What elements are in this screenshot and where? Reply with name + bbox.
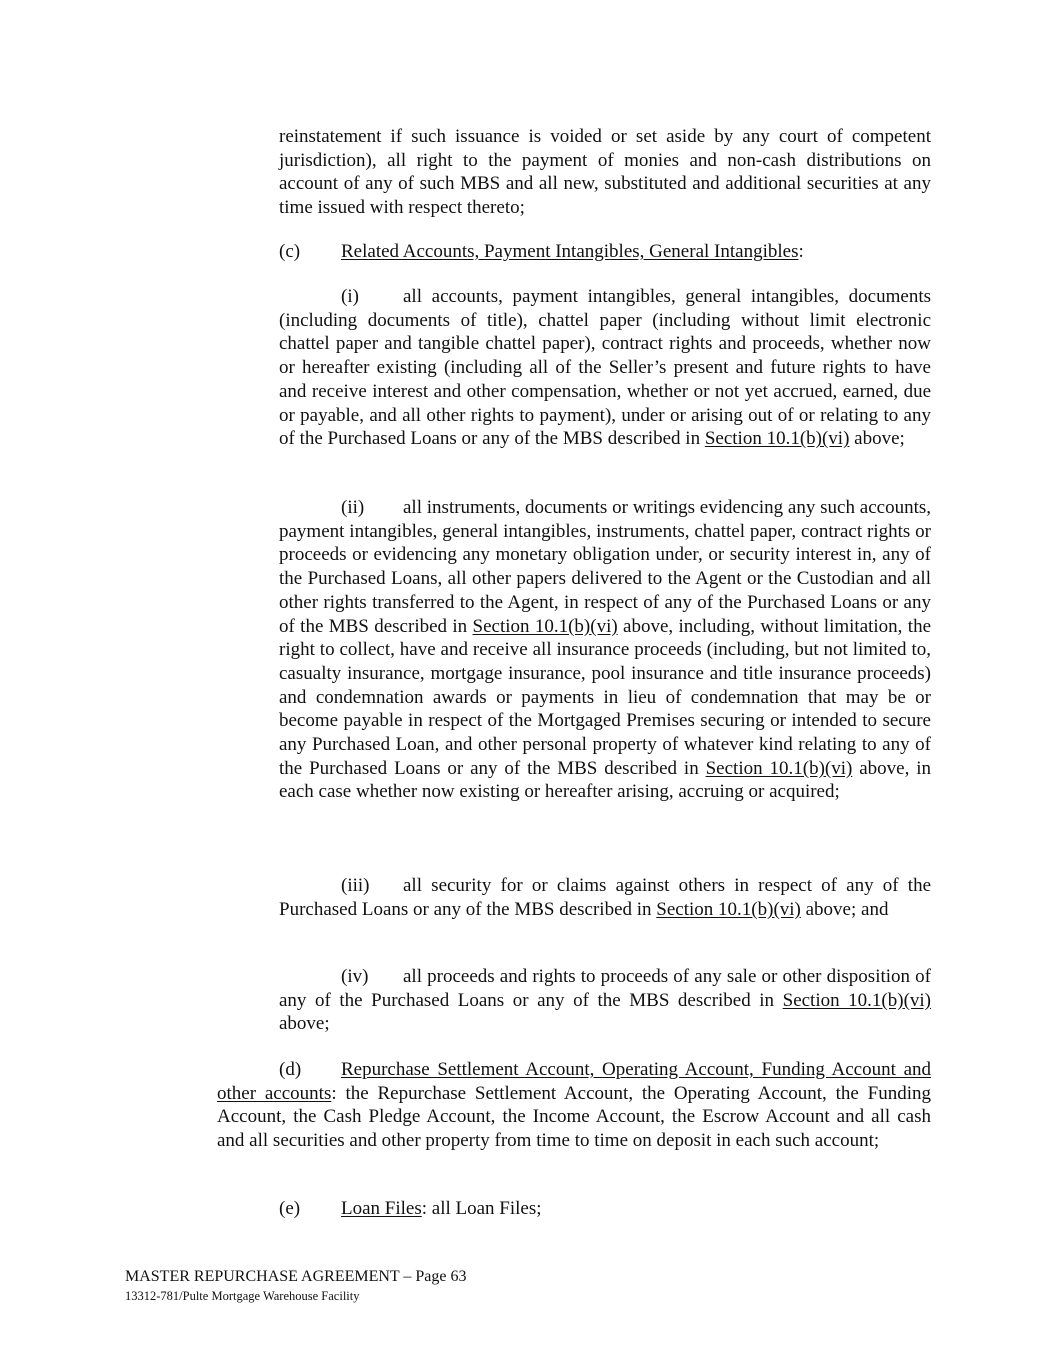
underlined-reference: Section 10.1(b)(vi) bbox=[782, 989, 932, 1011]
item-label: (iv) bbox=[341, 966, 369, 987]
text-segment: : all Loan Files; bbox=[421, 1198, 542, 1219]
footer-docid: 13312-781/Pulte Mortgage Warehouse Facility bbox=[125, 1289, 360, 1303]
underlined-reference: Repurchase Settlement Account, Operating Account, Funding Account and other accounts bbox=[217, 1059, 931, 1104]
paragraph-c-i bbox=[279, 285, 931, 451]
underlined-reference: Section 10.1(b)(vi) bbox=[656, 898, 801, 920]
paragraph-d bbox=[217, 1058, 931, 1153]
item-label: (c) bbox=[279, 241, 301, 262]
underlined-reference: Related Accounts, Payment Intangibles, General Intangibles bbox=[341, 241, 799, 262]
text-segment: above; and bbox=[800, 898, 889, 920]
paragraph-intro bbox=[279, 125, 931, 220]
underlined-reference: Loan Files bbox=[341, 1198, 422, 1219]
text-segment: all instruments, documents or writings evidencing any such accounts, payment intangibles, general intangibles, instruments, chattel paper, contract rights or proceeds or evidencing any monetary obligation under, or security interest in, any of the Purchased Loans, all other papers delivered to the Agent or the Custodian and all other rights transferred to the Agent, in respect of any of the Purchased Loans or any of the MBS described in bbox=[279, 497, 931, 637]
text-segment: all accounts, payment intangibles, general intangibles, documents (including documents of title), chattel paper (including without limit electronic chattel paper and tangible chattel paper), contract rights and proceeds, whether now or hereafter existing (including all of the Seller’s present and future rights to have and receive interest and other compensation, whether or not yet accrued, earned, due or payable, and all other rights to payment), under or arising out of or relating to any of the Purchased Loans or any of the MBS described in bbox=[279, 286, 931, 450]
section-e bbox=[279, 1197, 931, 1221]
paragraph-c-ii bbox=[279, 496, 931, 804]
text-segment: above, in each case whether now existing or hereafter arising, accruing or acquired; bbox=[279, 757, 931, 803]
footer-title: MASTER REPURCHASE AGREEMENT – Page 63 bbox=[125, 1268, 467, 1285]
text-segment: all proceeds and rights to proceeds of any sale or other disposition of any of the Purchased Loans or any of the MBS described in bbox=[279, 966, 931, 1011]
text-segment: reinstatement if such issuance is voided or set aside by any court of competent jurisdiction), all right to the payment of monies and non-cash distributions on account of any of such MBS and all new, substituted and additional securities at any time issued with respect thereto; bbox=[279, 126, 931, 219]
underlined-reference: Section 10.1(b)(vi) bbox=[705, 757, 853, 779]
item-label: (iii) bbox=[341, 875, 370, 896]
text-segment: : bbox=[798, 241, 804, 262]
underlined-reference: Section 10.1(b)(vi) bbox=[472, 615, 618, 637]
text-segment: : the Repurchase Settlement Account, the Operating Account, the Funding Account, the Cash Pledge Account, the Income Account, the Escrow Account and all cash and all securities and other property from time to time on deposit in each such account; bbox=[217, 1082, 931, 1152]
item-label: (ii) bbox=[341, 497, 365, 518]
paragraph-c-iv bbox=[279, 965, 931, 1036]
item-label: (e) bbox=[279, 1198, 301, 1219]
paragraph-c-iii bbox=[279, 874, 931, 921]
text-segment: above; bbox=[849, 428, 905, 450]
item-label: (i) bbox=[341, 286, 359, 307]
underlined-reference: Section 10.1(b)(vi) bbox=[704, 428, 850, 450]
text-segment: above, including, without limitation, the right to collect, have and receive all insurance proceeds (including, but not limited to, casualty insurance, mortgage insurance, pool insurance and title insurance proceeds) and condemnation awards or payments in lieu of condemnation that may be or become payable in respect of the Mortgaged Premises securing or intended to secure any Purchased Loan, and other personal property of whatever kind relating to any of the Purchased Loans or any of the MBS described in bbox=[279, 615, 931, 779]
section-c-heading bbox=[279, 240, 931, 264]
item-label: (d) bbox=[279, 1059, 302, 1080]
text-segment: above; bbox=[279, 1013, 330, 1035]
text-segment: all security for or claims against others in respect of any of the Purchased Loans or any of the MBS described in bbox=[279, 875, 931, 920]
